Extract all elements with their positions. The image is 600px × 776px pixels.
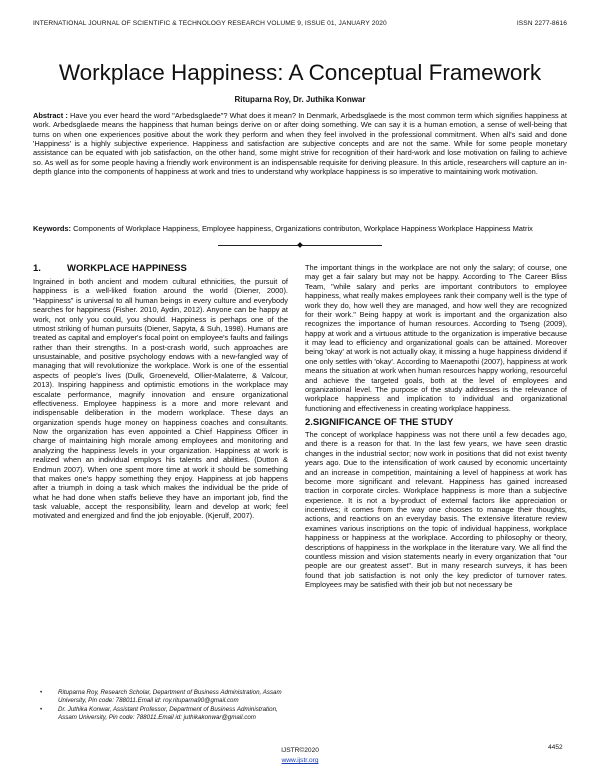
abstract-label: Abstract : <box>33 111 68 120</box>
keywords <box>33 224 567 233</box>
footnote-item <box>40 689 288 704</box>
bullet-icon: • <box>40 706 43 714</box>
issn: ISSN 2277-8616 <box>516 20 567 27</box>
section-1-title: WORKPLACE HAPPINESS <box>67 263 187 274</box>
footnote-text: Rituparna Roy, Research Scholar, Department of Business Administration, Assam University, Pin code: 788011.Email id: roy.rituparna90@gmail.com <box>58 689 282 704</box>
keywords-label: Keywords: <box>33 224 72 233</box>
journal-name: INTERNATIONAL JOURNAL OF SCIENTIFIC & TECHNOLOGY RESEARCH VOLUME 9, ISSUE 01, JANUARY 2020 <box>33 20 387 27</box>
footnote-text: Dr. Juthika Konwar, Assistant Professor, Department of Business Administration, Assam University, Pin code: 788011.Email id: juthikakonwar@gmail.com <box>58 706 278 721</box>
journal-header <box>33 20 567 27</box>
author-footnotes <box>40 689 288 723</box>
section-1-number: 1. <box>33 263 41 274</box>
section-1-continued: The important things in the workplace are not only the salary; of course, one may get a fair salary but may not be happy. According to The Career Bliss Team, "while salary and perks are important contributors to employee happiness, what really makes employees rank their company well is the type of work they do, how well they are managed, and how well they are recognized for their work." Being happy at work is important and the organization also recognizes the importance of human resources. According to Tseng (2009), happy at work and a virtuous attitude to the organization is imperative because it may lead to efficiency and organizational goals can be attained. Moreover being 'okay' at work is not actually okay, it missing a huge happiness dividend if one only settles with 'okay'. According to Maenapothi (2007), happiness at work means the situation at work when human resources happy working, resourceful and achieve the targeted goals, both at the level of employees and organizational level. The purpose of the study addresses is the relevance of workplace happiness and implication to individual and organizational functioning and effectiveness in creating workplace happiness. <box>305 263 567 413</box>
paper-title: Workplace Happiness: A Conceptual Framework <box>58 60 542 85</box>
paper-authors: Rituparna Roy, Dr. Juthika Konwar <box>234 95 366 104</box>
section-1-heading <box>33 263 288 275</box>
section-1-body: Ingrained in both ancient and modern cultural ethnicities, the pursuit of happiness is a well-liked fixation around the world (Diener, 2000). "Happiness" is universal to all human beings in every culture and everybody searches for happiness (Fisher. 2010, Aydin, 2012). Anyone can be happy at work, not only you could, you should. Happiness is perhaps one of the utmost striking of human pursuits (Diener, Sapyta, & Suh, 1998). Humans are treated as capital and employer's focal point on employee's faults and failings rather than their strengths. In a post-crash world, such approaches are unsustainable, and positive psychology endows with a new-fangled way of managing that will revolutionize the workplace. Work is one of the essential aspects of people's lives (Dulk, Groeneveld, Ollier-Malaterre, & Valcour, 2013). Inspiring happiness and optimistic emotions in the workplace may escalate performance, magnify innovation and ensure organizational effectiveness. Employee happiness is a more and more relevant and indispensable deliberation in the modern workplace. These days an organization spends huge money on happiness coaches and consultants. Now the organization has even appointed a Chief Happiness Officer in charge of maintaining high morale among employees and monitoring and analyzing the happiness levels in your organization. Happiness at work is realized when an individual employs his talents and abilities. (Dutton & Endmun 2007). When one spent more time at work it should be something that makes one's happy something they enjoy. Happiness at job happens after a triumph in doing a task which makes the individual be the pride of what he had done when staffs believe they have an important job, find the task valuable, accept the responsibility, learn and develop at work; feel motivated and energized and find the job enjoyable. (Kjerulf, 2007). <box>33 277 288 521</box>
bullet-icon: • <box>40 689 43 696</box>
abstract <box>33 111 567 176</box>
section-2-body: The concept of workplace happiness was not there until a few decades ago, and there is a reason for that. In the last few years, we have seen drastic changes in the industrial sector; now work in positions that did not exist twenty years ago. Due to the intensification of work caused by economic uncertainty and an increase in competition, maintaining a level of happiness at work has become more significant and relevant. Happiness has gained increased traction in corporate circles. Workplace happiness is more than a subjective experience. It is not a by-product of external factors like appreciation or incentives; it comes from the way one chooses to manage their thoughts, actions, and reactions on an everyday basis. The extensive literature review examines various inscriptions on the topic of individual happiness, workplace happiness or happiness at the workplace. According to philosophy or theory, descriptions of happiness in the workplace in the literature vary. We all find the countless mission and vision statements nearly in every organization that "our people are our greatest asset". But in many research surveys, it has been found that job satisfaction is not only the key predictor of turnover rates. Employees may be satisfied with their job but not necessary be <box>305 430 567 589</box>
right-column <box>305 263 567 589</box>
keywords-text: Components of Workplace Happiness, Employee happiness, Organizations contributon, Workplace Happiness Workplace Happiness Matrix <box>73 224 533 233</box>
divider-diamond-icon <box>297 242 303 248</box>
footer-copyright: IJSTR©2020 <box>281 747 319 754</box>
footnote-item <box>40 706 288 721</box>
section-2-heading: 2.SIGNIFICANCE OF THE STUDY <box>305 417 454 428</box>
abstract-text: Have you ever heard the word "Arbedsglaede"? What does it mean? In Denmark, Arbedsglaede is the most common term which signifies happiness at work. Arbedsglaede means the happiness that human beings derive on or after doing something. We can say it is a human emotion, a sense of well-being that turns on when one experiences positive about the work they perform and when they feel involved in the professional commitment. When all's said and done 'Happiness' is a highly subjective experience. Happiness and satisfaction are subjective concepts and are not the same. While for some people monetary assistance can be equated with job satisfaction, on the other hand, some might strive for recognition of their hard-work and lose motivation on failing to achieve so. As well as for some people having a friendly work environment is an indispensable requisite for deriving pleasure. In this article, researchers will capture an in-depth glance into the components of happiness at work and tries to understand why workplace happiness is so imperative to maintaining work motivation. <box>33 111 567 177</box>
footer-url-link[interactable]: www.ijstr.org <box>281 757 319 764</box>
page-number: 4452 <box>548 744 563 751</box>
left-column <box>33 263 288 521</box>
